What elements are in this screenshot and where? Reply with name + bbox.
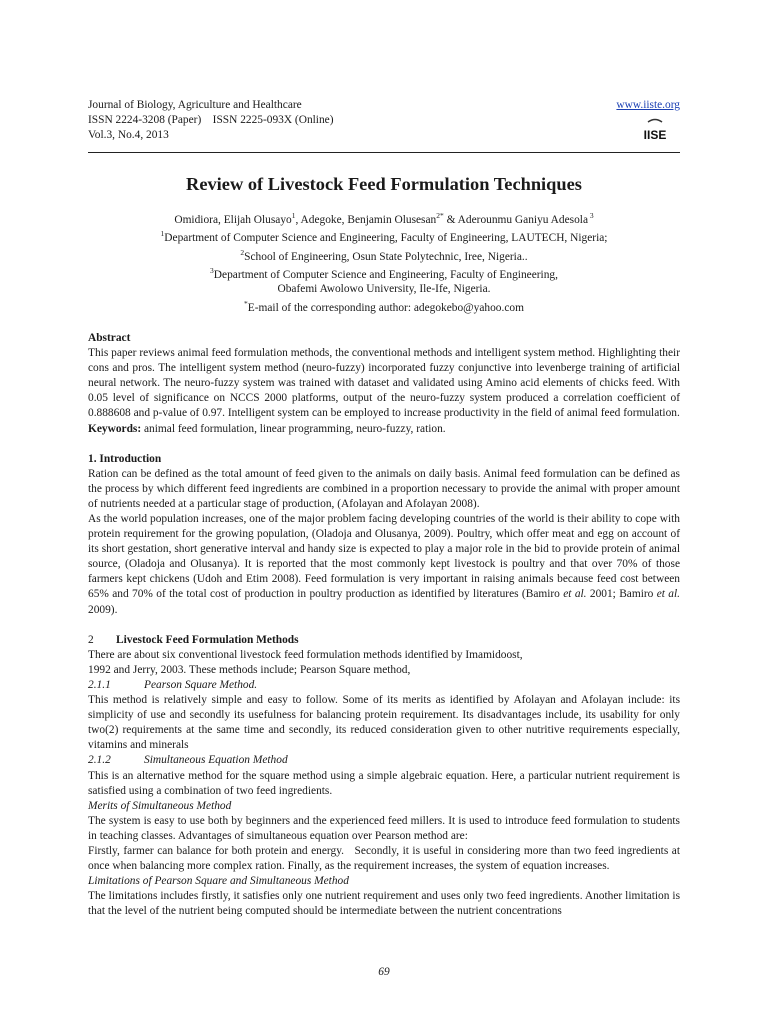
paper-title: Review of Livestock Feed Formulation Techniques [186,174,582,194]
page [88,98,683,919]
author-line: Omidiora, Elijah Olusayo$^1$, Adegoke, Benjamin Olusesan$^{2*}$ & Aderounmu Ganiyu Adesola $^3$ [174,211,594,226]
limitations-text: The limitations includes firstly, it satisfies only one nutrient requirement and uses only two feed ingredients. Another limitation is that the level of the nutrient being computed should be intermediate between the nutrient concentrations [88,890,680,918]
section-2-line-1: There are about six conventional livestock feed formulation methods identified by Imamidoost, [88,648,523,661]
subsection-2-1-1-heading: 2.1.1 Pearson Square Method. [88,678,258,691]
merits-text-2: Firstly, farmer can balance for both protein and energy. Secondly, it is useful in considering more than two feed ingredients at once when balancing more complex ration. Finally, as the requirement increases, the system of equation increases. [88,844,683,873]
journal-header [88,98,680,153]
affiliation-1: $^1$Department of Computer Science and Engineering, Faculty of Engineering, LAUTECH, Nigeria; [160,229,608,245]
intro-heading: 1. Introduction [88,452,162,465]
affiliation-2: $^2$School of Engineering, Osun State Polytechnic, Iree, Nigeria.. [240,247,528,263]
merits-heading: Merits of Simultaneous Method [88,799,232,812]
intro-paragraph-2: As the world population increases, one of the major problem facing developing countries of the world is their ability to cope with protein requirement for the growing population, (Oladoja and Olusanya, 2009). Poultry, which offer meat and egg on account of its short gestation, short generative interval and handy size is expected to play a major role in the bid to provide protein of animal source, (Oladoja and Olusanya). It is reported that the most commonly kept livestock is poultry and that over 70% of those farmers kept chickens (Udoh and Etim 2008). Feed formulation is very important in raising animals because feed cost between 65% and 70% of the total cost of production in poultry production as identified by literatures (Bamiro et al. 2001; Bamiro et al. 2009). [88,513,681,616]
issn-line: ISSN 2224-3208 (Paper) ISSN 2225-093X (Online) [88,114,334,126]
iiste-logo-icon [642,118,668,142]
journal-url-link[interactable]: www.iiste.org [616,99,680,111]
volume-line: Vol.3, No.4, 2013 [88,129,169,141]
affiliation-3: $^3$Department of Computer Science and Engineering, Faculty of Engineering, [210,265,558,281]
subsection-2-1-1-text: This method is relatively simple and easy to follow. Some of its merits as identified by Afolayan and Afolayan include: its simplicity of use and secondly its usefulness for balancing protein requirement. Its disadvantages include, its usability for only two(2) requirements at the same time and secondly, its reduced consideration given to other nutritive requirements especially, vitamins and minerals [88,694,680,752]
header-rule [88,152,680,153]
abstract-text: This paper reviews animal feed formulation methods, the conventional methods and intelligent system method. Highlighting their cons and pros. The intelligent system method (neuro-fuzzy) incorporated fuzzy conjunctive into levenberge training of artificial neural network. The neuro-fuzzy system was trained with dataset and validated using Amino acid elements of chicks feed. With 0.05 level of significance on NCCS 2000 platforms, output of the neuro-fuzzy system produced a correlation coefficient of 0.888608 and p-value of 0.97. Intelligent system can be employed to increase productivity in the field of animal feed formulation. [88,347,680,420]
merits-text-1: The system is easy to use both by beginners and the experienced feed millers. It is used to introduce feed formulation to students in teaching classes. Advantages of simultaneous equation over Pearson method are: [88,814,680,842]
intro-paragraph-1: Ration can be defined as the total amount of feed given to the animals on daily basis. Animal feed formulation can be defined as the process by which different feed ingredients are combined in a proportion necessary to provide the animal with proper amount of nutrients needed at a particular stage of production, (Afolayan and Afolayan 2008). [88,467,680,510]
author-block [88,209,680,315]
subsection-2-1-2-heading: 2.1.2 Simultaneous Equation Method [88,754,288,767]
corresponding-email: *E-mail of the corresponding author: adegokebo@yahoo.com [244,298,524,314]
paper-body [88,331,683,919]
page-number: 69 [378,966,390,978]
keywords-line: Keywords: animal feed formulation, linear programming, neuro-fuzzy, ration. [88,422,446,435]
journal-name: Journal of Biology, Agriculture and Healthcare [88,99,302,111]
limitations-heading: Limitations of Pearson Square and Simultaneous Method [88,875,349,888]
abstract-heading: Abstract [88,331,131,344]
affiliation-3-cont: Obafemi Awolowo University, Ile-Ife, Nigeria. [277,283,491,296]
subsection-2-1-2-text: This is an alternative method for the square method using a simple algebraic equation. Here, a particular nutrient requirement is satisfied using a combination of two feed ingredients. [88,769,680,797]
svg-text:IISE: IISE [643,128,667,142]
section-2-line-2: 1992 and Jerry, 2003. These methods include; Pearson Square method, [88,663,411,676]
section-2-heading: 2 Livestock Feed Formulation Methods [88,633,299,646]
